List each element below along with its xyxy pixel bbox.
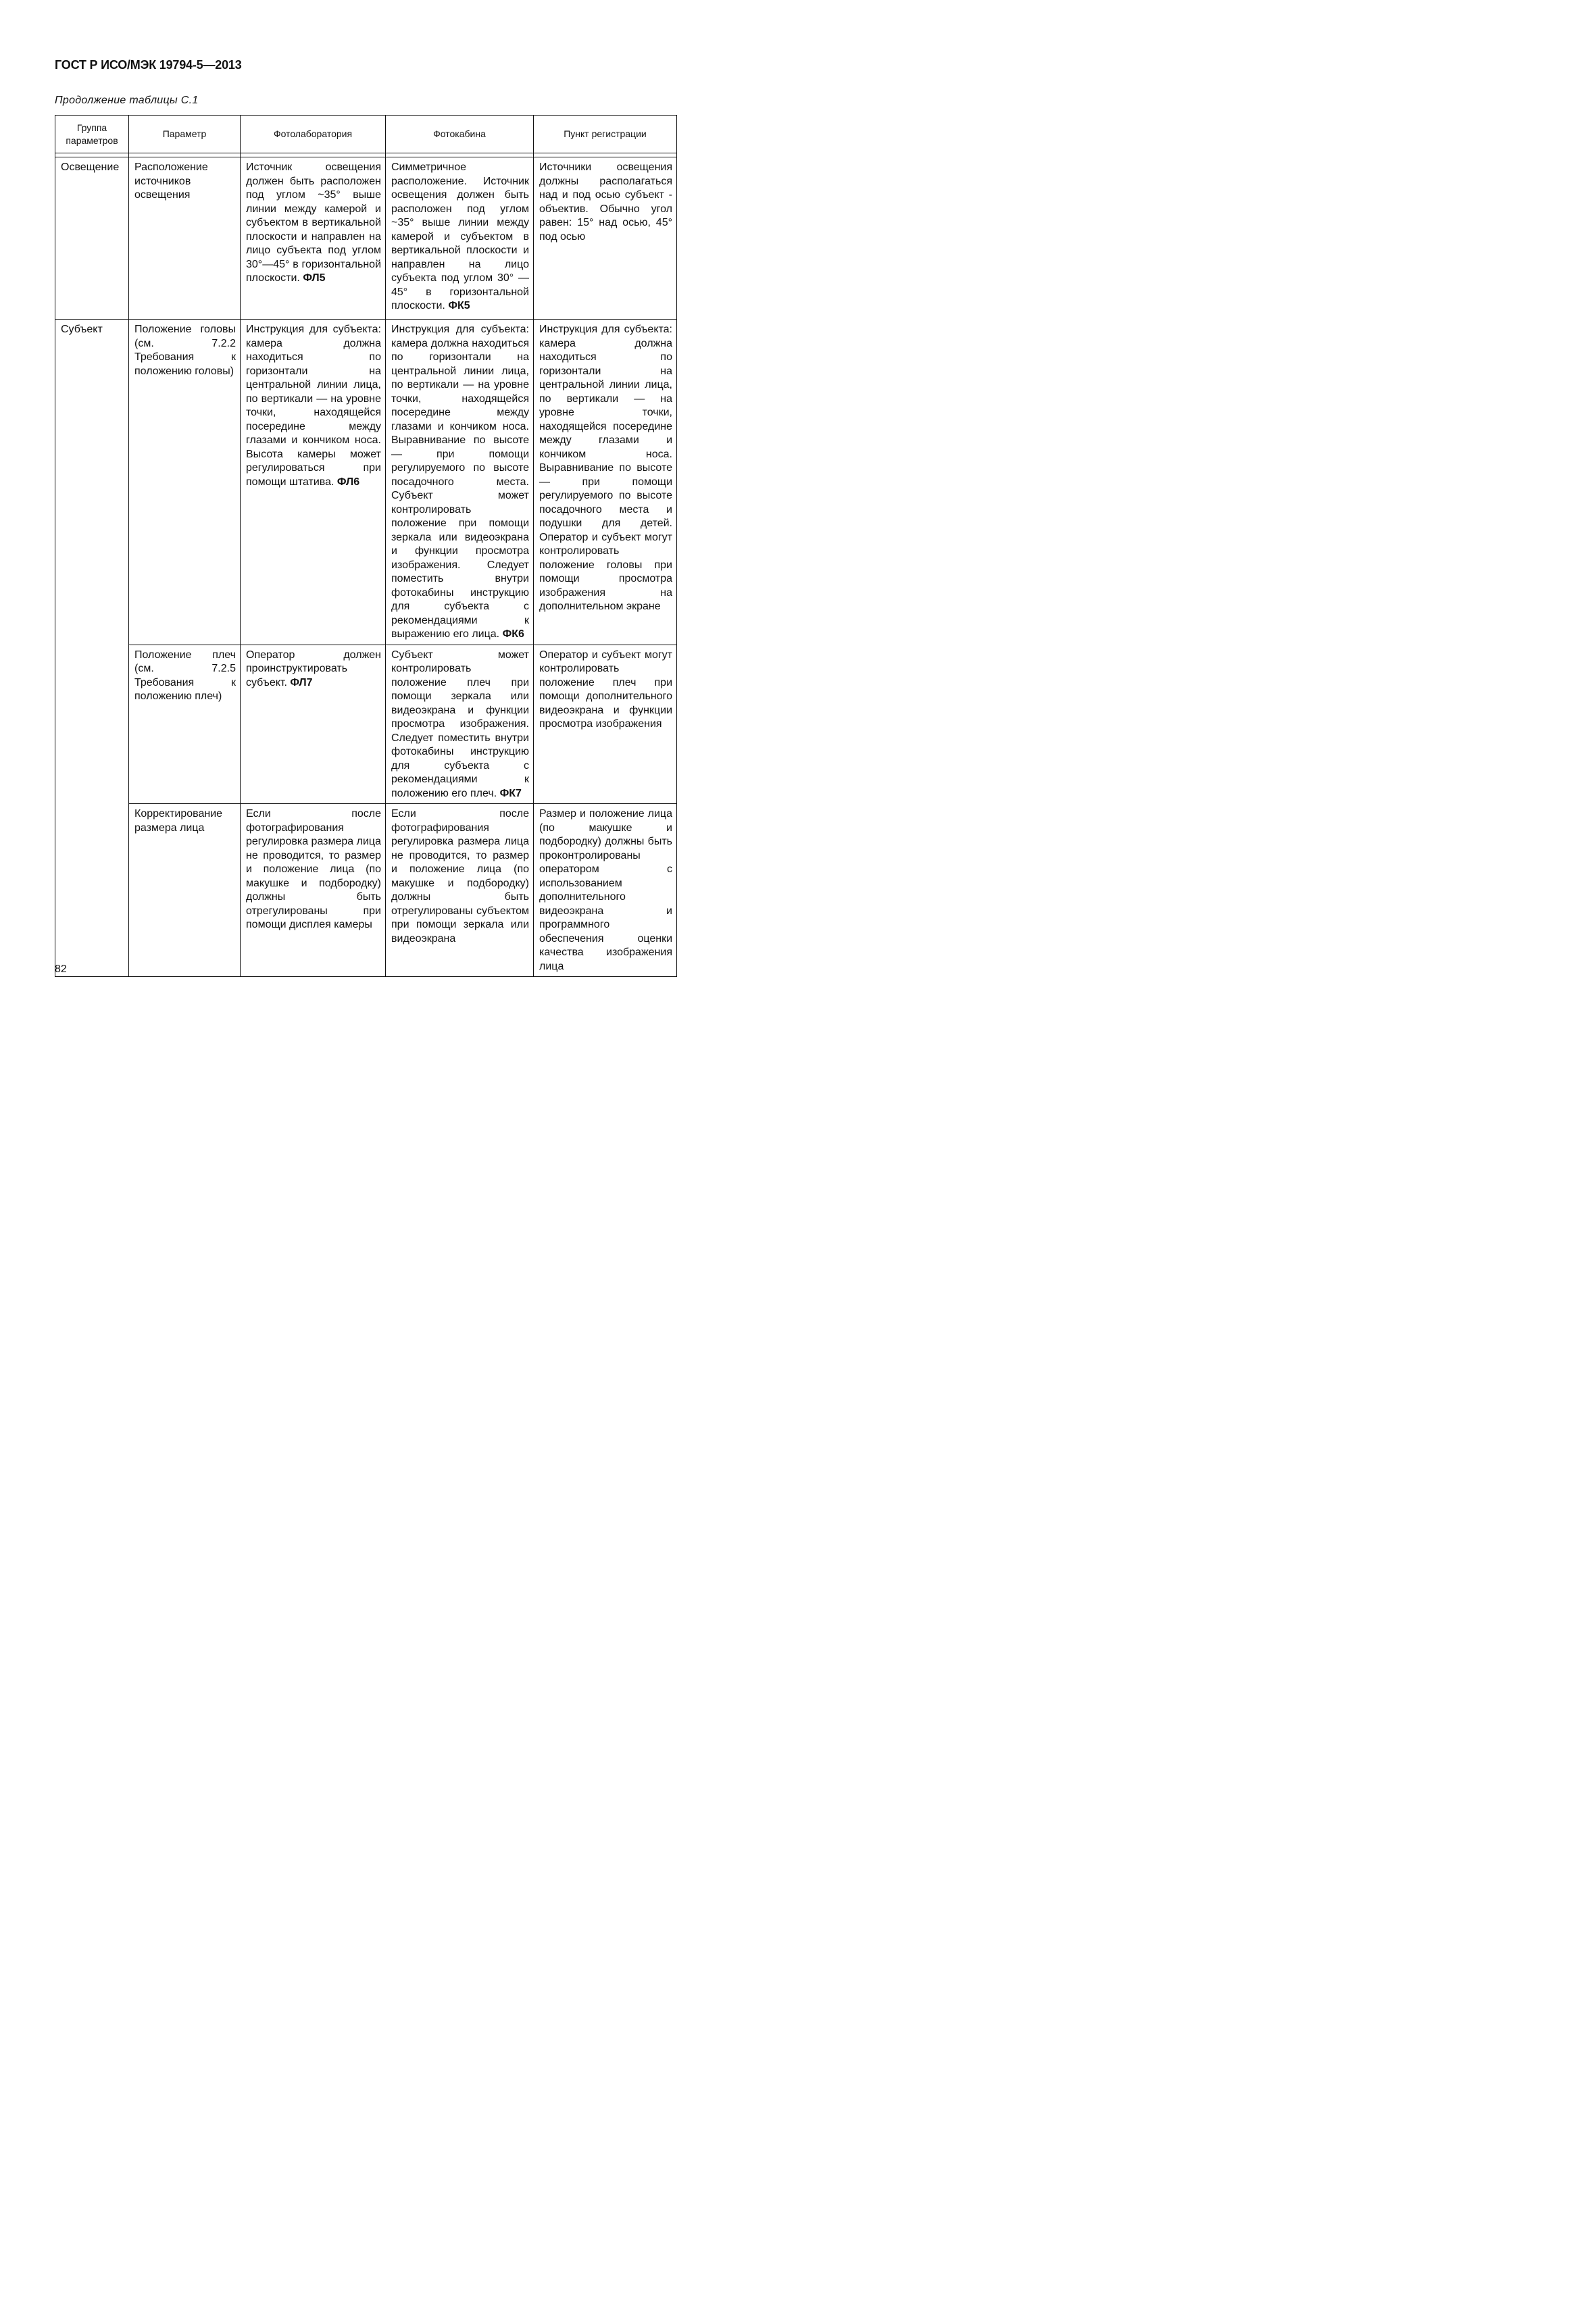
table-row <box>55 804 677 977</box>
cell-registration <box>534 320 677 645</box>
cell-text: Если после фотографирования регулировка размера лица не проводится, то размер и положение лица (по макушке и подбородку) должны быть отрегулированы при помощи дисплея камеры <box>246 808 381 930</box>
cell-text: Корректирование размера лица <box>134 808 223 834</box>
page-number: 82 <box>55 963 67 975</box>
reference-code: ФЛ5 <box>303 272 326 284</box>
cell-parameter <box>129 804 241 977</box>
reference-code: ФК5 <box>448 300 470 311</box>
cell-parameter <box>129 157 241 320</box>
column-header-registration: Пункт регистрации <box>534 116 677 153</box>
cell-text: Симметричное расположение. Источник освещения должен быть расположен под углом ~35° выше линии между камерой и субъектом в вертикальной плоскости и направлен на лицо субъекта под углом 30° — 45° в горизонтальной плоскости. <box>391 161 529 311</box>
cell-text: Инструкция для субъекта: камера должна находиться по горизонтали на центральной линии лица, по вертикали — на уровне точки, находящейся посередине между глазами и кончиком носа. Выравнивание по высоте — при помощи регулируемого по высоте посадочного места. Субъект может контролировать положение при помощи зеркала или видеоэкрана и функции просмотра изображения. Следует поместить внутри фотокабины инструкцию для субъекта с рекомендациями к выражению его лица. <box>391 324 529 640</box>
cell-photobooth <box>386 645 534 804</box>
cell-photobooth <box>386 320 534 645</box>
cell-text: Положение головы (см. 7.2.2 Требования к положению головы) <box>134 324 236 377</box>
cell-parameter <box>129 320 241 645</box>
table-caption: Продолжение таблицы С.1 <box>55 95 199 106</box>
cell-registration <box>534 645 677 804</box>
cell-text: Размер и положение лица (по макушке и подбородку) должны быть проконтролированы оператором с использованием дополнительного видеоэкрана и программного обеспечения оценки качества изображения лица <box>539 808 672 972</box>
table-row <box>55 645 677 804</box>
cell-text: Положение плеч (см. 7.2.5 Требования к положению плеч) <box>134 649 236 702</box>
table-header-row <box>55 116 677 153</box>
reference-code: ФЛ7 <box>290 676 313 688</box>
cell-photolab <box>241 320 386 645</box>
table-row <box>55 320 677 645</box>
reference-code: ФК7 <box>499 787 522 799</box>
cell-text: Оператор и субъект могут контролировать положение плеч при помощи дополнительного видеоэкрана и функции просмотра изображения <box>539 649 672 730</box>
cell-text: Источник освещения должен быть расположен под углом ~35° выше линии между камерой и субъектом в вертикальной плоскости и направлен на лицо субъекта под углом 30°—45° в горизонтальной плоскости. <box>246 161 381 284</box>
cell-photolab <box>241 157 386 320</box>
reference-code: ФК6 <box>502 628 524 640</box>
document-title: ГОСТ Р ИСО/МЭК 19794-5—2013 <box>55 58 242 72</box>
cell-photolab <box>241 804 386 977</box>
cell-photolab <box>241 645 386 804</box>
cell-group <box>55 157 129 320</box>
cell-text: Оператор должен проинструктировать субъект. <box>246 649 381 688</box>
cell-text: Субъект может контролировать положение плеч при помощи зеркала или видеоэкрана и функции просмотра изображения. Следует поместить внутри фотокабины инструкцию для субъекта с рекомендациями к положению его плеч. <box>391 649 529 799</box>
cell-text: Инструкция для субъекта: камера должна находиться по горизонтали на центральной линии лица, по вертикали — на уровне точки, находящейся посередине между глазами и кончиком носа. Высота камеры может регулироваться при помощи штатива. <box>246 324 381 488</box>
reference-code: ФЛ6 <box>336 476 360 488</box>
cell-photobooth <box>386 804 534 977</box>
table-row <box>55 157 677 320</box>
cell-photobooth <box>386 157 534 320</box>
column-header-photolab: Фотолаборатория <box>241 116 386 153</box>
cell-parameter <box>129 645 241 804</box>
parameters-table <box>55 115 677 977</box>
cell-text: Инструкция для субъекта: камера должна находиться по горизонтали на центральной линии лица, по вертикали — на уровне точки, находящейся посередине между глазами и кончиком носа. Выравнивание по высоте — при помощи регулируемого по высоте посадочного места и подушки для детей. Оператор и субъект могут контролировать положение головы при помощи просмотра изображения на дополнительном экране <box>539 324 672 612</box>
column-header-parameter: Параметр <box>129 116 241 153</box>
cell-group <box>55 320 129 977</box>
cell-registration <box>534 157 677 320</box>
cell-text: Расположение источников освещения <box>134 161 208 201</box>
column-header-photobooth: Фотокабина <box>386 116 534 153</box>
cell-text: Субъект <box>61 324 103 335</box>
cell-text: Если после фотографирования регулировка размера лица не проводится, то размер и положение лица (по макушке и подбородку) должны быть отрегулированы субъектом при помощи зеркала или видеоэкрана <box>391 808 529 945</box>
cell-text: Источники освещения должны располагаться над и под осью субъект - объектив. Обычно угол равен: 15° над осью, 45° под осью <box>539 161 672 243</box>
cell-registration <box>534 804 677 977</box>
cell-text: Освещение <box>61 161 120 173</box>
column-header-group: Группа параметров <box>55 116 129 153</box>
